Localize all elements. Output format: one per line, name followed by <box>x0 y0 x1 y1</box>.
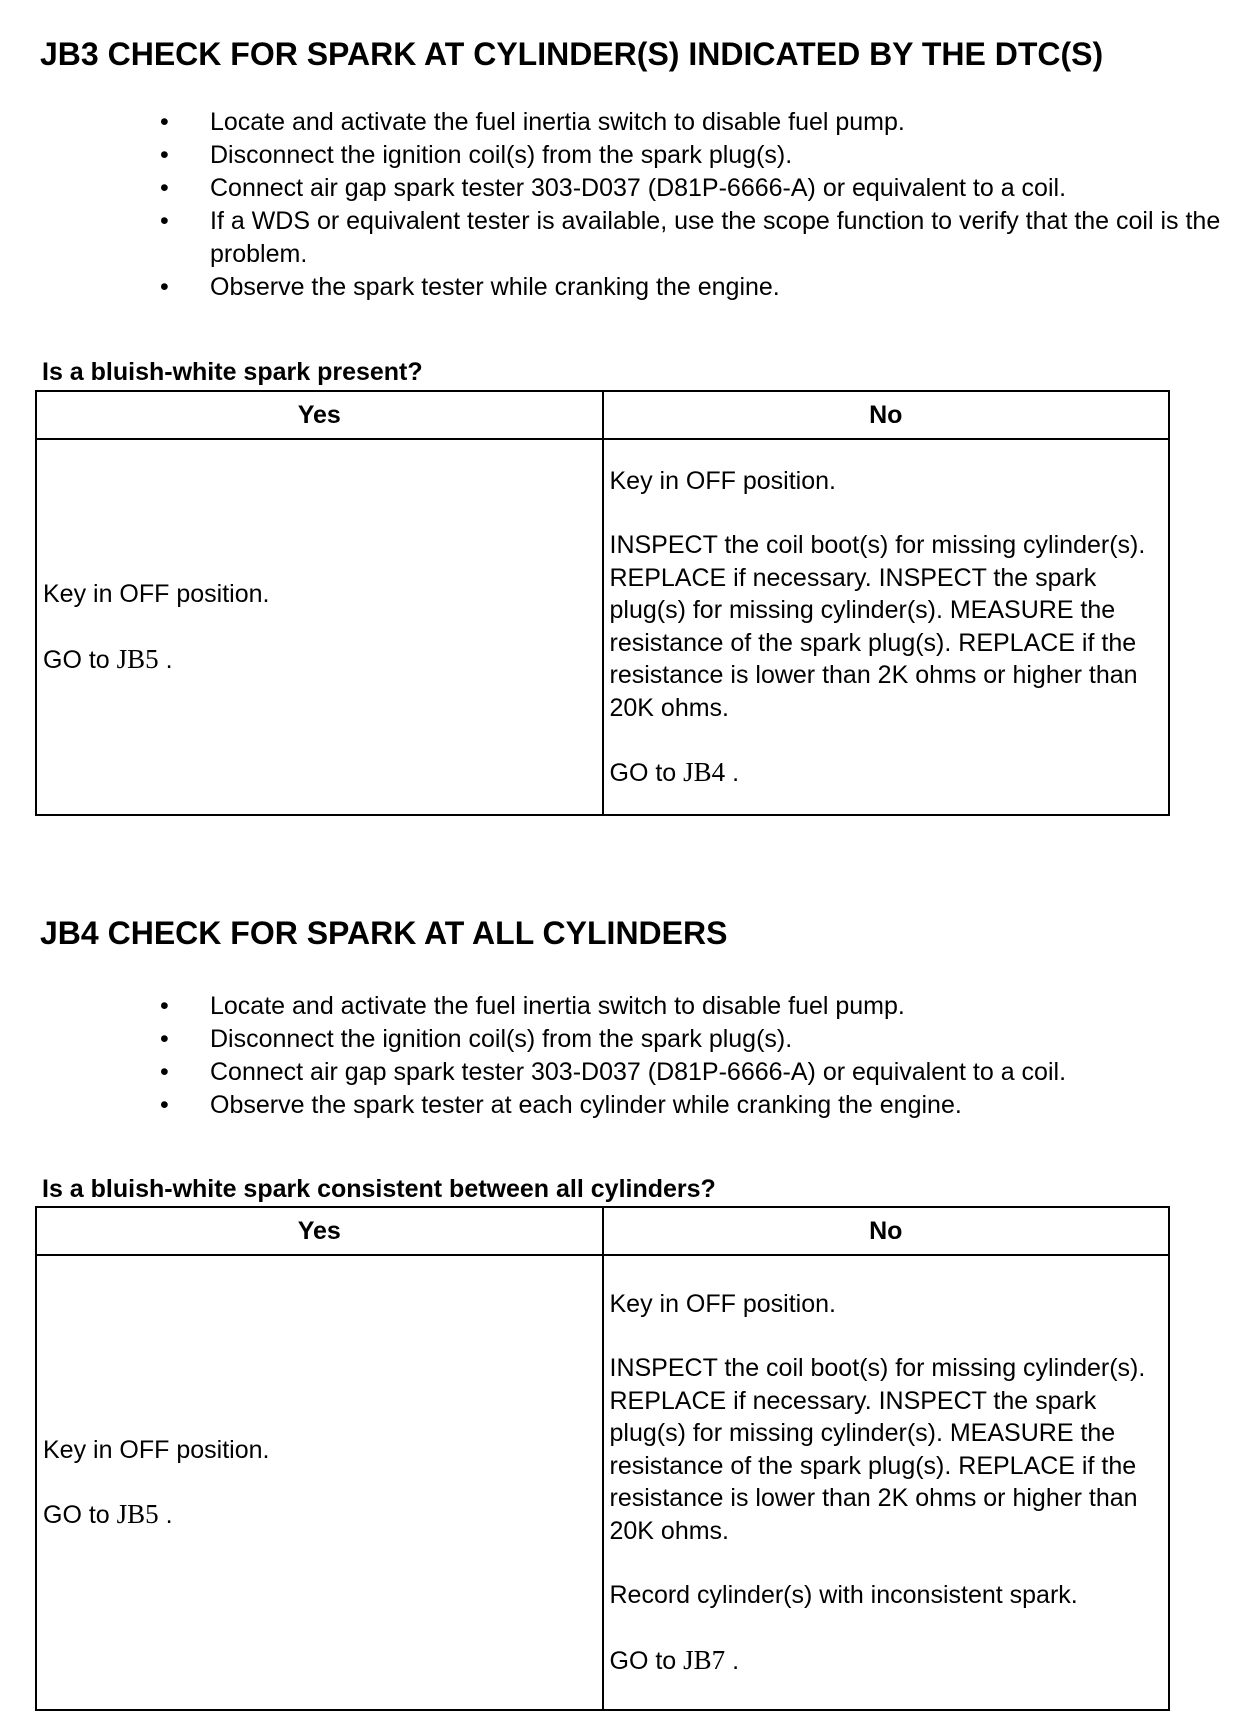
yes-cell <box>36 1255 603 1710</box>
decision-table-jb4 <box>35 1206 1170 1711</box>
list-item: • Connect air gap spark tester 303-D037 (D81P-6666-A) or equivalent to a coil. <box>0 172 1248 205</box>
section-title-jb4: JB4 CHECK FOR SPARK AT ALL CYLINDERS <box>40 915 728 951</box>
no-record-instruction: Record cylinder(s) with inconsistent spark. <box>609 1581 1078 1610</box>
no-cell <box>603 1255 1170 1710</box>
list-item: • Connect air gap spark tester 303-D037 (D81P-6666-A) or equivalent to a coil. <box>0 1056 1248 1089</box>
list-item: • Locate and activate the fuel inertia switch to disable fuel pump. <box>0 990 1248 1023</box>
goto-jb4-link[interactable]: JB4 <box>683 757 726 787</box>
yes-cell <box>36 439 603 815</box>
step-list-jb4 <box>0 990 1248 1122</box>
list-item: • If a WDS or equivalent tester is available, use the scope function to verify that the coil is the problem. <box>0 205 1248 271</box>
header-no: No <box>603 391 1170 439</box>
list-item: • Disconnect the ignition coil(s) from the spark plug(s). <box>0 139 1248 172</box>
no-cell <box>603 439 1170 815</box>
goto-jb5-link[interactable]: JB5 <box>116 1499 159 1529</box>
no-goto: GO to JB7 . <box>609 1644 740 1675</box>
no-goto: GO to JB4 . <box>609 757 740 787</box>
no-inspect-instructions: INSPECT the coil boot(s) for missing cylinder(s). REPLACE if necessary. INSPECT the spark plug(s) for missing cylinder(s). MEASURE the resistance of the spark plug(s). REPLACE if the resistance is lower than 2K ohms or higher than 20K ohms. <box>609 1354 1146 1545</box>
step-list-jb3 <box>0 106 1248 304</box>
goto-jb5-link[interactable]: JB5 <box>116 643 159 674</box>
no-inspect-instructions: INSPECT the coil boot(s) for missing cylinder(s). REPLACE if necessary. INSPECT the spark plug(s) for missing cylinder(s). MEASURE the resistance of the spark plug(s). REPLACE if the resistance is lower than 2K ohms or higher than 20K ohms. <box>609 531 1146 722</box>
question-jb4: Is a bluish-white spark consistent between all cylinders? <box>42 1175 716 1203</box>
list-item: • Locate and activate the fuel inertia switch to disable fuel pump. <box>0 106 1248 139</box>
list-item: • Observe the spark tester at each cylinder while cranking the engine. <box>0 1089 1248 1122</box>
no-key-off: Key in OFF position. <box>609 466 836 495</box>
no-key-off: Key in OFF position. <box>609 1289 836 1318</box>
list-item: • Observe the spark tester while cranking the engine. <box>0 271 1248 304</box>
yes-goto: GO to JB5 . <box>43 643 173 674</box>
yes-key-off: Key in OFF position. <box>43 580 270 608</box>
header-no: No <box>603 1207 1170 1255</box>
header-yes: Yes <box>36 1207 603 1255</box>
yes-goto: GO to JB5 . <box>43 1499 173 1529</box>
list-item: • Disconnect the ignition coil(s) from the spark plug(s). <box>0 1023 1248 1056</box>
decision-table-jb3 <box>35 390 1170 816</box>
section-title-jb3: JB3 CHECK FOR SPARK AT CYLINDER(S) INDICATED BY THE DTC(S) <box>40 36 1104 72</box>
question-jb3: Is a bluish-white spark present? <box>42 358 423 386</box>
yes-key-off: Key in OFF position. <box>43 1435 270 1464</box>
header-yes: Yes <box>36 391 603 439</box>
goto-jb7-link[interactable]: JB7 <box>683 1644 726 1675</box>
